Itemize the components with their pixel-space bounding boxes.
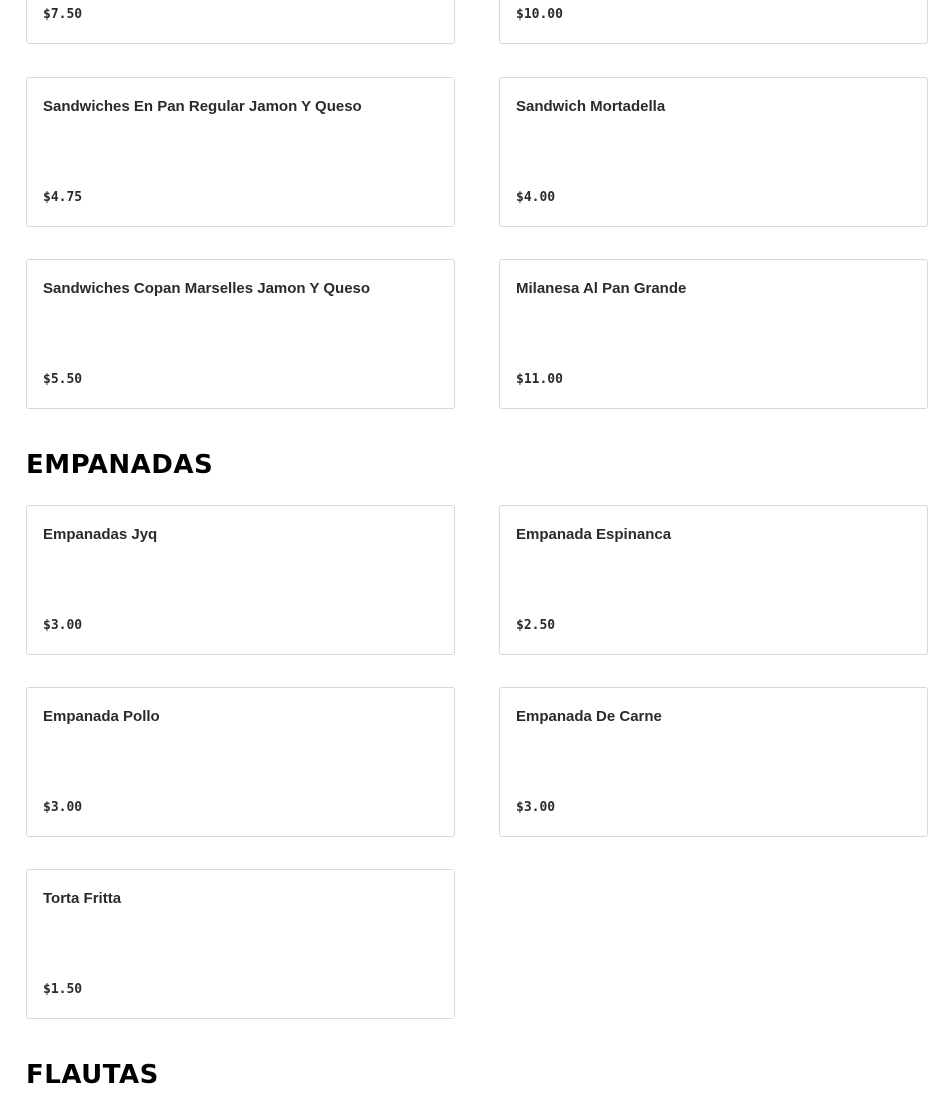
menu-item-card[interactable] (499, 259, 928, 409)
menu-item-card[interactable] (26, 77, 455, 227)
menu-item-name: Sandwich Mortadella (516, 98, 666, 115)
menu-item-name: Empanada Espinanca (516, 526, 672, 543)
menu-item-name: Torta Fritta (43, 890, 122, 907)
menu-item-card[interactable] (499, 687, 928, 837)
menu-item-name: Empanada Pollo (43, 708, 160, 725)
menu-item-price: $3.00 (43, 800, 83, 815)
menu-item-card[interactable] (26, 259, 455, 409)
menu-item-name: Sandwiches Copan Marselles Jamon Y Queso (43, 280, 371, 297)
menu-item-name: Empanadas Jyq (43, 526, 158, 543)
menu-item-price: $3.00 (43, 618, 83, 633)
menu-item-price: $4.75 (43, 190, 83, 205)
menu-item-price: $2.50 (516, 618, 556, 633)
menu-item-name: Milanesa Al Pan Grande (516, 280, 687, 297)
menu-item-name: Empanada De Carne (516, 708, 662, 725)
menu-item-card[interactable] (26, 869, 455, 1019)
menu-item-name: Sandwiches En Pan Regular Jamon Y Queso (43, 98, 362, 115)
menu-item-card[interactable] (499, 505, 928, 655)
menu-item-price: $11.00 (516, 372, 563, 387)
menu-item-card[interactable] (26, 505, 455, 655)
menu-item-card[interactable] (499, 0, 928, 44)
menu-item-price: $5.50 (43, 372, 83, 387)
menu-item-price: $3.00 (516, 800, 556, 815)
menu-item-price: $10.00 (516, 7, 563, 22)
menu-item-card[interactable] (499, 77, 928, 227)
menu-item-price: $4.00 (516, 190, 556, 205)
section-title-flautas: FLAUTAS (26, 1060, 159, 1090)
menu-item-price: $7.50 (43, 7, 83, 22)
menu-item-card[interactable] (26, 0, 455, 44)
section-title-empanadas: EMPANADAS (26, 450, 214, 480)
menu-item-price: $1.50 (43, 982, 83, 997)
menu-item-card[interactable] (26, 687, 455, 837)
